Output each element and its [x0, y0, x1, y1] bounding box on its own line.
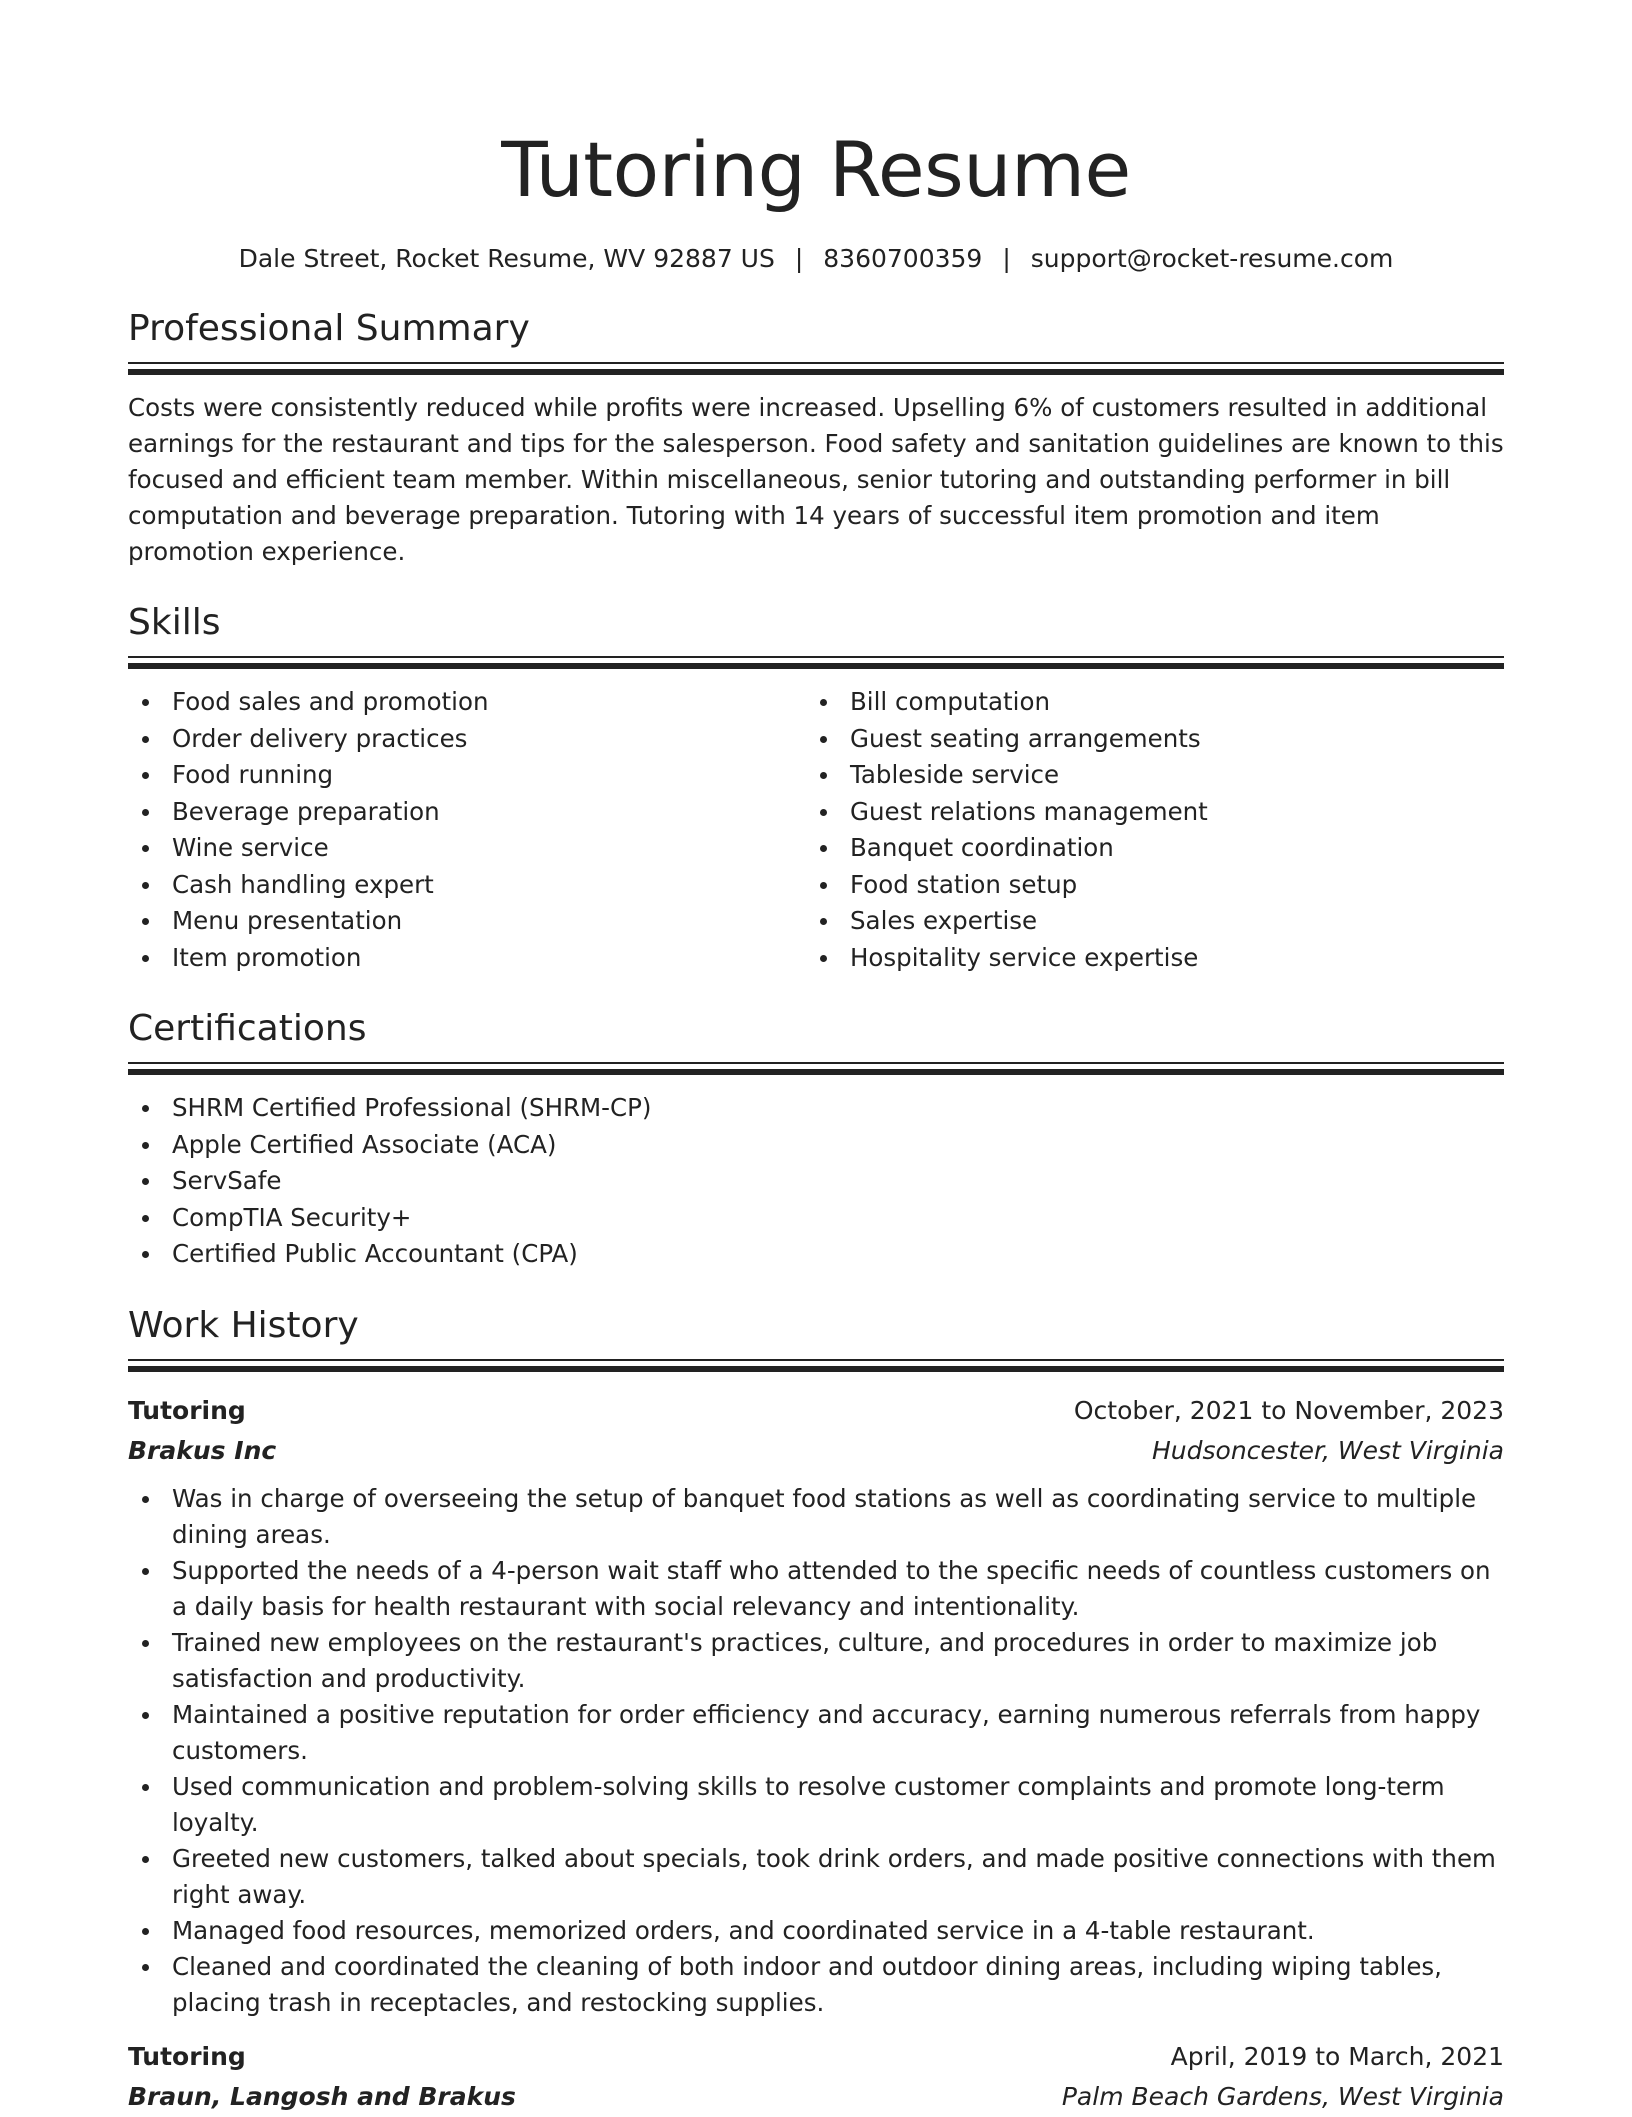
skill-item: Food station setup — [806, 867, 1484, 904]
job-dates: April, 2019 to March, 2021 — [1170, 2041, 1504, 2071]
job-dates: October, 2021 to November, 2023 — [1073, 1395, 1504, 1425]
job-header-row — [128, 2037, 1504, 2077]
skill-item: Guest relations management — [806, 794, 1484, 831]
job-location: Hudsoncester, West Virginia — [1151, 1435, 1504, 1465]
job-duty-item: Trained new employees on the restaurant's practices, culture, and procedures in order to maximize job satisfaction and productivity. — [128, 1625, 1504, 1697]
skills-list-left — [128, 684, 806, 976]
certifications-list — [128, 1090, 1504, 1273]
skill-item: Order delivery practices — [128, 721, 806, 758]
job-company: Brakus Inc — [128, 1435, 277, 1465]
section-divider — [128, 656, 1504, 670]
work-history-heading: Work History — [128, 1304, 359, 1346]
skill-item: Wine service — [128, 830, 806, 867]
job-duty-item: Managed food resources, memorized orders, and coordinated service in a 4-table restaurant. — [128, 1913, 1504, 1949]
resume-page — [128, 120, 1504, 2117]
job-subheader-row — [128, 2077, 1504, 2117]
job-entry — [128, 1391, 1504, 2021]
job-duty-item: Maintained a positive reputation for order efficiency and accuracy, earning numerous referrals from happy customers. — [128, 1697, 1504, 1769]
job-duty-item: Supported the needs of a 4-person wait staff who attended to the specific needs of countless customers on a daily basis for health restaurant with social relevancy and intentionality. — [128, 1553, 1504, 1625]
job-duty-item: Was in charge of overseeing the setup of banquet food stations as well as coordinating service to multiple dining areas. — [128, 1481, 1504, 1553]
certification-item: SHRM Certified Professional (SHRM-CP) — [128, 1090, 1504, 1127]
job-duty-item: Greeted new customers, talked about specials, took drink orders, and made positive connections with them right away. — [128, 1841, 1504, 1913]
skill-item: Bill computation — [806, 684, 1484, 721]
job-subheader-row — [128, 1431, 1504, 1471]
skills-list-right — [806, 684, 1484, 976]
job-company: Braun, Langosh and Brakus — [128, 2081, 516, 2111]
job-header-row — [128, 1391, 1504, 1431]
certifications-heading: Certifications — [128, 1008, 367, 1049]
resume-title: Tutoring Resume — [501, 125, 1131, 214]
skill-item: Beverage preparation — [128, 794, 806, 831]
skill-item: Cash handling expert — [128, 867, 806, 904]
section-divider — [128, 362, 1504, 376]
certification-item: ServSafe — [128, 1163, 1504, 1200]
skills-heading: Skills — [128, 602, 221, 643]
summary-heading: Professional Summary — [128, 308, 530, 349]
section-divider — [128, 1062, 1504, 1076]
skill-item: Food sales and promotion — [128, 684, 806, 721]
contact-separator: | — [794, 244, 804, 273]
job-title: Tutoring — [128, 1395, 246, 1425]
skill-item: Guest seating arrangements — [806, 721, 1484, 758]
contact-phone: 8360700359 — [823, 244, 983, 273]
skill-item: Tableside service — [806, 757, 1484, 794]
job-location: Palm Beach Gardens, West Virginia — [1061, 2081, 1504, 2111]
job-duties-list — [128, 1481, 1504, 2021]
skill-item: Sales expertise — [806, 903, 1484, 940]
certification-item: CompTIA Security+ — [128, 1200, 1504, 1237]
contact-line — [128, 242, 1504, 276]
skill-item: Item promotion — [128, 940, 806, 977]
contact-email: support@rocket-resume.com — [1030, 244, 1394, 273]
certification-item: Apple Certified Associate (ACA) — [128, 1127, 1504, 1164]
skill-item: Hospitality service expertise — [806, 940, 1484, 977]
skill-item: Food running — [128, 757, 806, 794]
contact-separator: | — [1002, 244, 1011, 273]
summary-text: Costs were consistently reduced while profits were increased. Upselling 6% of customers resulted in additional earnings for the restaurant and tips for the salesperson. Food safety and sanitation guidelines are known to this focused and efficient team member. Within miscellaneous, senior tutoring and outstanding performer in bill computation and beverage preparation. Tutoring with 14 years of successful item promotion and item promotion experience. — [128, 393, 1504, 566]
job-duty-item: Used communication and problem-solving skills to resolve customer complaints and promote long-term loyalty. — [128, 1769, 1504, 1841]
certification-item: Certified Public Accountant (CPA) — [128, 1236, 1504, 1273]
section-divider — [128, 1359, 1504, 1373]
contact-address: Dale Street, Rocket Resume, WV 92887 US — [238, 244, 775, 273]
job-title: Tutoring — [128, 2041, 246, 2071]
skills-grid — [128, 670, 1504, 976]
job-entry — [128, 2037, 1504, 2117]
skill-item: Banquet coordination — [806, 830, 1484, 867]
job-duty-item: Cleaned and coordinated the cleaning of both indoor and outdoor dining areas, including wiping tables, placing trash in receptacles, and restocking supplies. — [128, 1949, 1504, 2021]
skill-item: Menu presentation — [128, 903, 806, 940]
